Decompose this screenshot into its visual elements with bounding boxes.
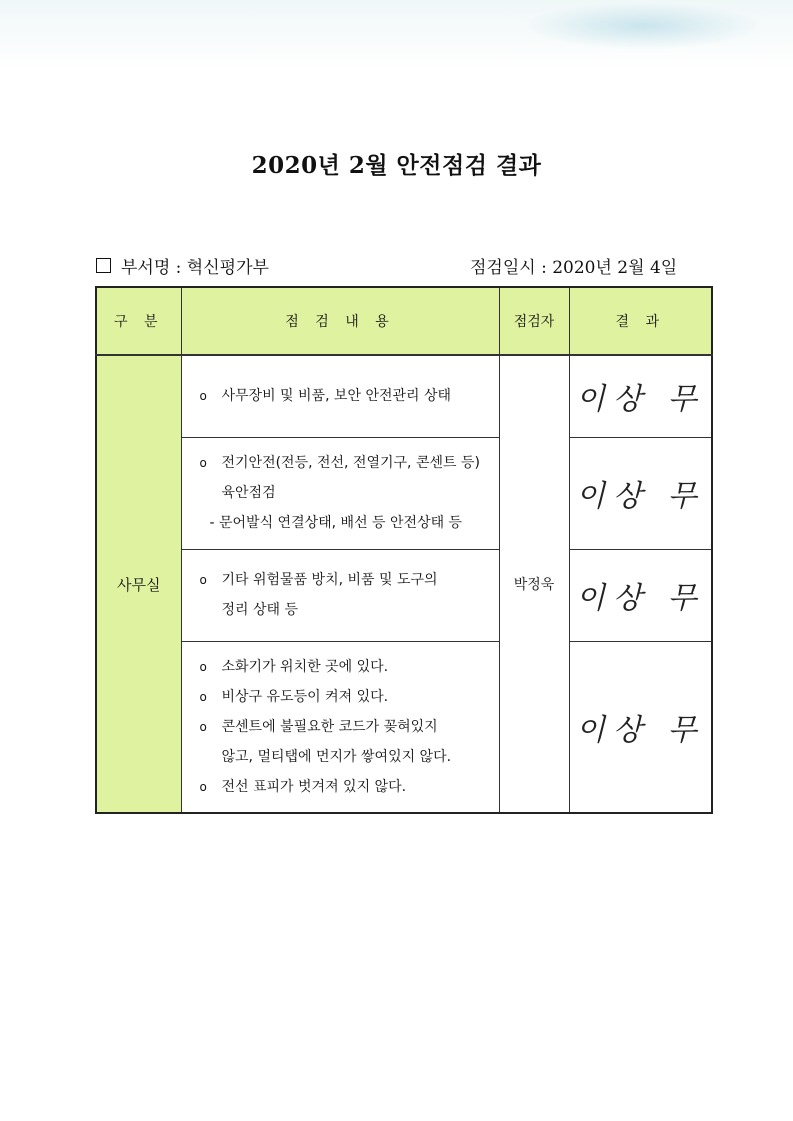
content-text: - 문어발식 연결상태, 배선 등 안전상태 등	[209, 515, 463, 531]
header-result: 결 과	[569, 287, 712, 355]
scan-stain	[523, 2, 763, 50]
content-line	[200, 508, 499, 538]
content-cell	[181, 355, 499, 437]
page-title: 2020년 2월 안전점검 결과	[251, 152, 542, 179]
inspection-table	[95, 286, 713, 814]
bullet-icon: o	[199, 719, 207, 734]
table-row	[96, 355, 712, 437]
content-cell	[181, 641, 499, 813]
content-text: 전선 표피가 벗겨져 있지 않다.	[221, 778, 407, 795]
inspection-date: 점검일시 : 2020년 2월 4일	[470, 258, 678, 278]
table-row	[96, 549, 712, 641]
header-content: 점 검 내 용	[181, 287, 499, 355]
category-cell: 사무실	[96, 355, 181, 813]
bullet-icon: o	[199, 456, 207, 470]
content-text: 콘센트에 불필요한 코드가 꽂혀있지	[221, 718, 438, 735]
result-cell: 이상 무	[569, 641, 712, 813]
content-text: 않고, 멀티탭에 먼지가 쌓여있지 않다.	[221, 748, 452, 765]
inspector-cell: 박정욱	[499, 355, 569, 813]
table-header-row	[96, 287, 712, 355]
result-cell: 이상 무	[569, 437, 712, 549]
content-line	[200, 712, 499, 742]
checkbox-icon	[96, 258, 111, 273]
content-text: 소화기가 위치한 곳에 있다.	[221, 658, 389, 675]
bullet-icon: o	[199, 659, 207, 674]
content-cell	[181, 549, 499, 641]
content-text: 육안점검	[221, 485, 276, 501]
header-category: 구 분	[96, 287, 181, 355]
content-line	[200, 478, 499, 508]
content-line	[200, 742, 499, 772]
department-line	[96, 253, 269, 278]
bullet-icon: o	[199, 779, 207, 794]
table-row	[96, 437, 712, 549]
content-line	[200, 381, 499, 411]
content-text: 정리 상태 등	[221, 602, 299, 618]
content-line	[200, 595, 499, 625]
result-cell: 이상 무	[569, 355, 712, 437]
content-text: 비상구 유도등이 켜져 있다.	[221, 688, 389, 705]
bullet-icon: o	[199, 689, 207, 704]
content-line	[200, 565, 499, 595]
bullet-icon: o	[199, 389, 207, 404]
content-line	[200, 772, 499, 802]
content-line	[200, 652, 499, 682]
bullet-icon: o	[199, 573, 207, 587]
table-row	[96, 641, 712, 813]
department-label: 부서명 : 혁신평가부	[121, 258, 269, 278]
result-cell: 이상 무	[569, 549, 712, 641]
content-text: 전기안전(전등, 전선, 전열기구, 콘센트 등)	[221, 455, 480, 471]
content-text: 기타 위험물품 방치, 비품 및 도구의	[221, 572, 438, 588]
content-text: 사무장비 및 비품, 보안 안전관리 상태	[221, 388, 452, 405]
header-inspector: 점검자	[499, 287, 569, 355]
content-cell	[181, 437, 499, 549]
content-line	[200, 448, 499, 478]
content-line	[200, 682, 499, 712]
